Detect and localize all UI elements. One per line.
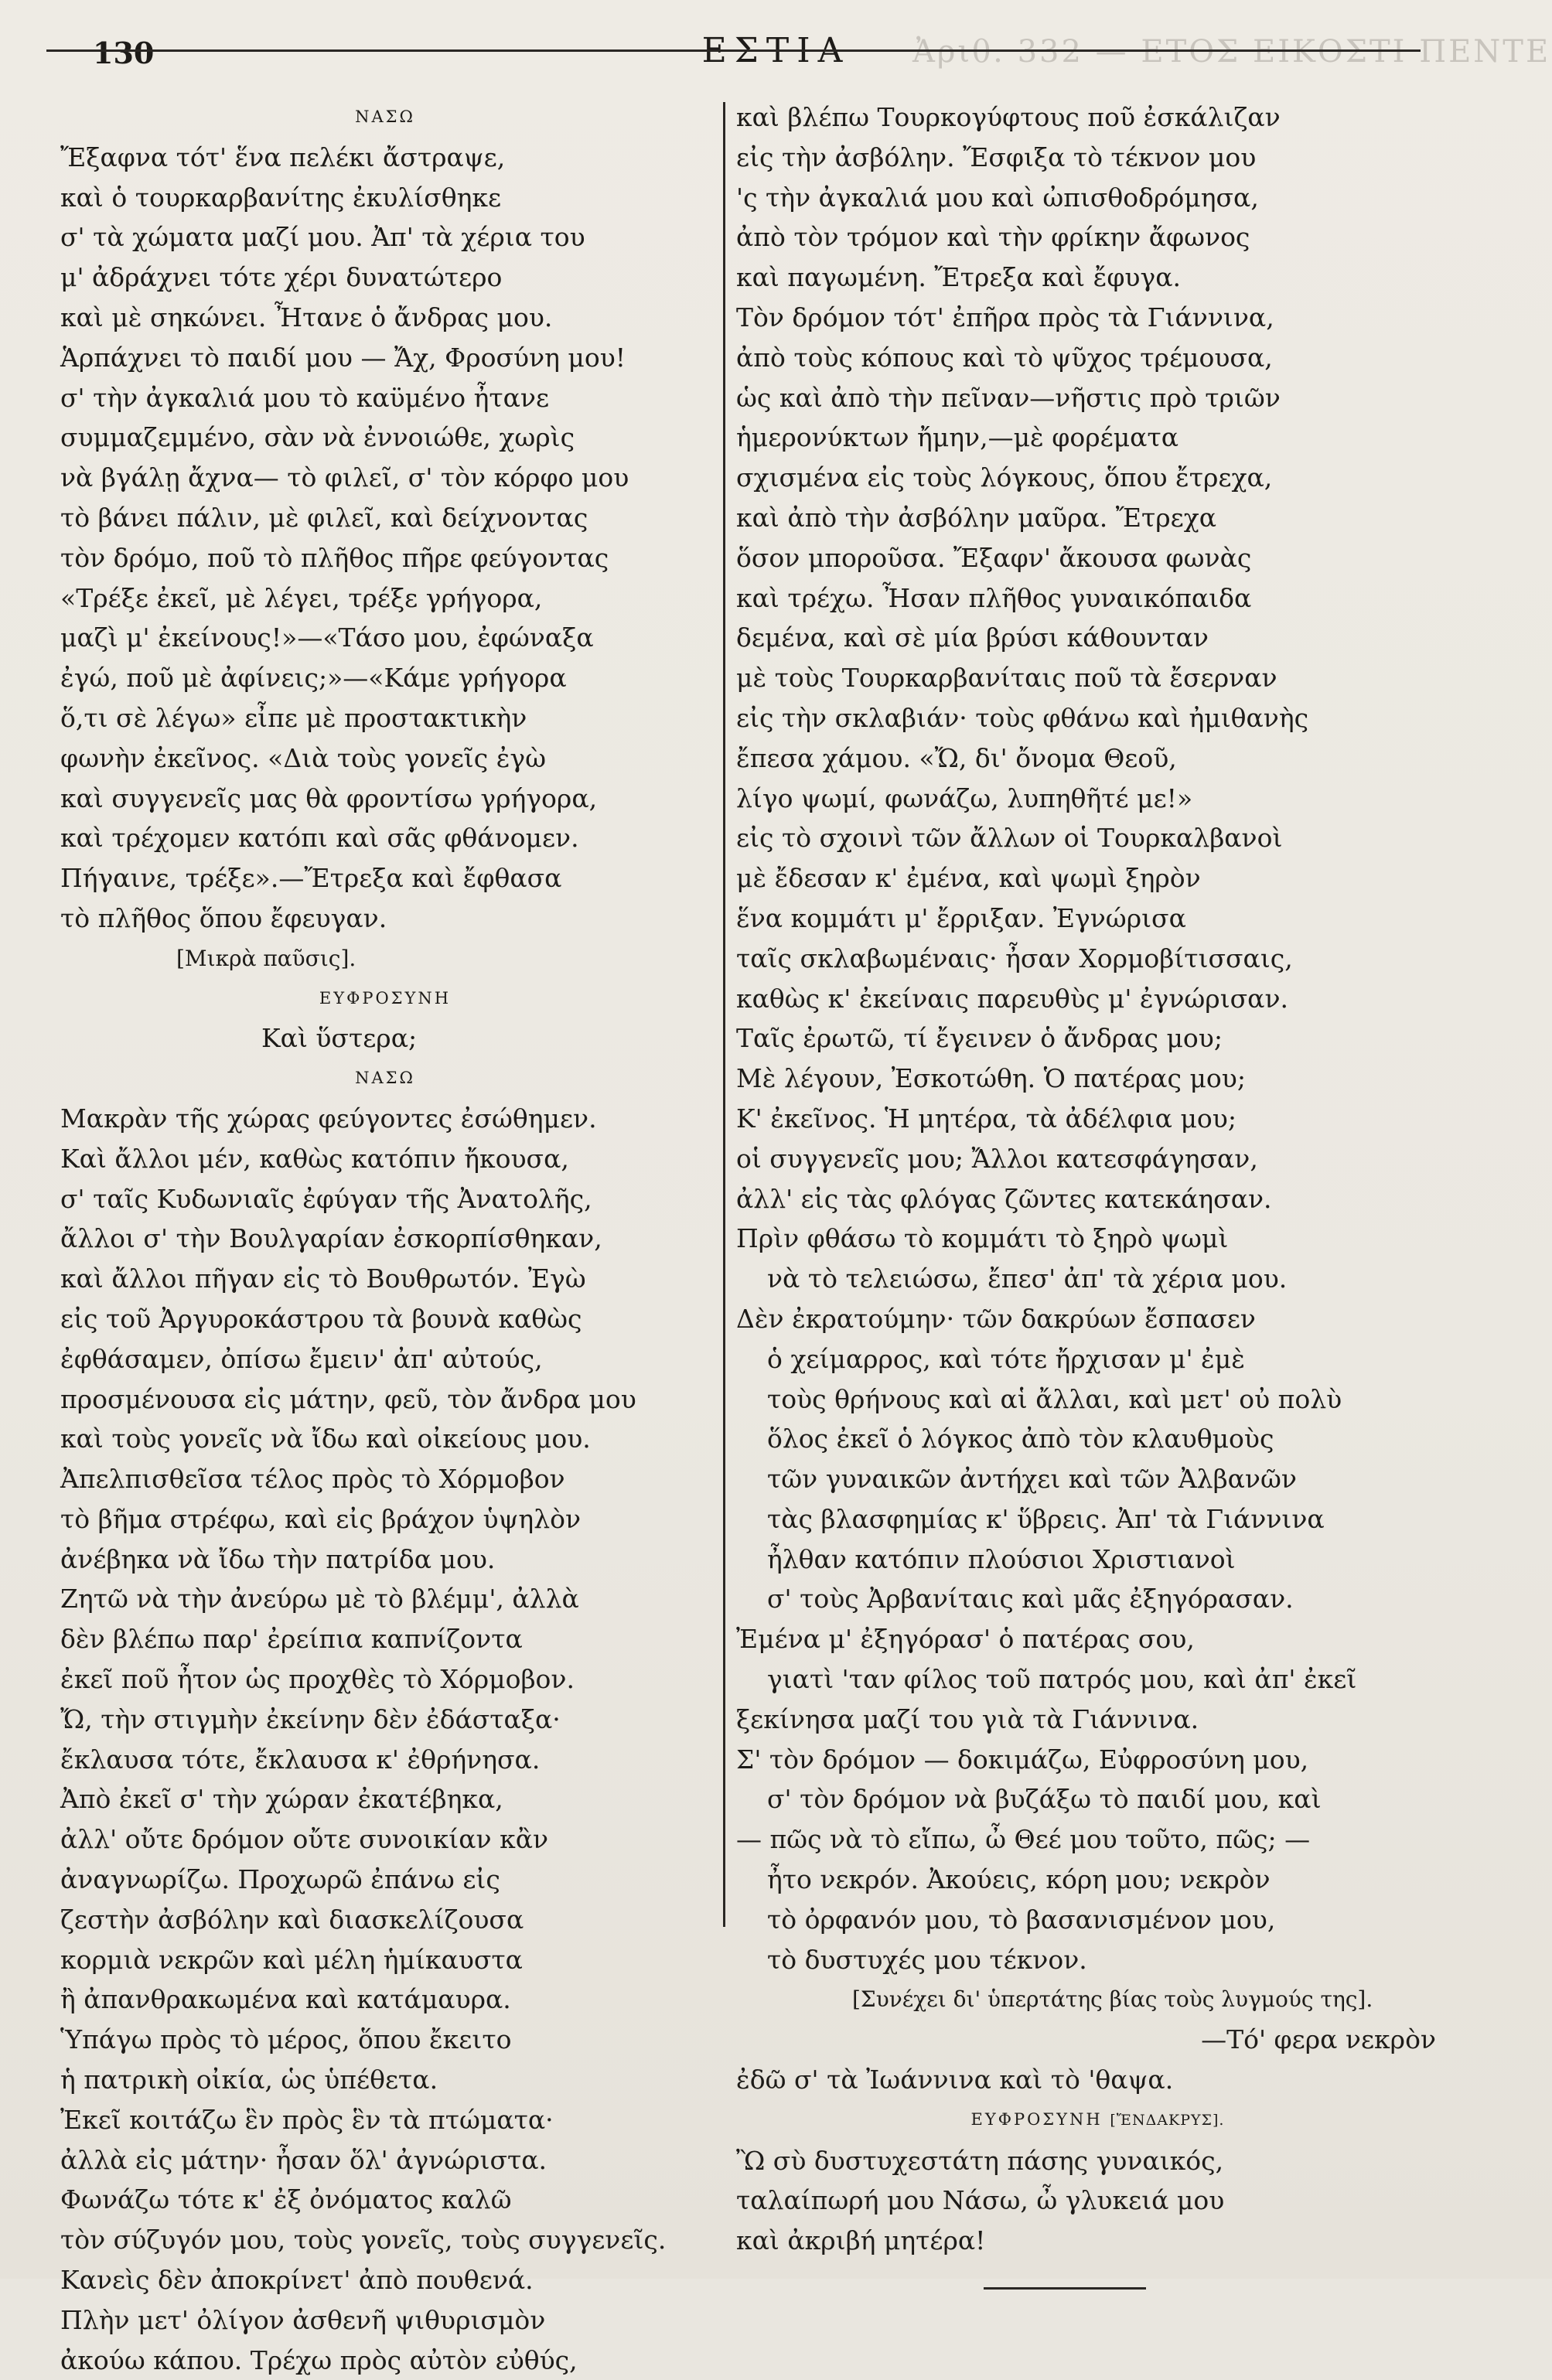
verse-line: εἰς τὸ σχοινὶ τῶν ἄλλων οἱ Τουρκαλβανοὶ xyxy=(736,823,1283,854)
verse-line: κορμιὰ νεκρῶν καὶ μέλη ἡμίκαυστα xyxy=(60,1944,523,1975)
verse-line: μαζὶ μ' ἐκείνους!»—«Τάσο μου, ἐφώναξα xyxy=(60,622,594,653)
verse-line: ἀπὸ τὸν τρόμον καὶ τὴν φρίκην ἄφωνος xyxy=(736,222,1250,253)
verse-line: Πρὶν φθάσω τὸ κομμάτι τὸ ξηρὸ ψωμὶ xyxy=(736,1223,1229,1254)
verse-line: καὶ ἄλλοι πῆγαν εἰς τὸ Βουθρωτόν. Ἐγὼ xyxy=(60,1263,586,1294)
verse-line: ἀλλ' οὔτε δρόμον οὔτε συνοικίαν κἂν xyxy=(60,1824,549,1855)
verse-line: ἦτο νεκρόν. Ἀκούεις, κόρη μου; νεκρὸν xyxy=(767,1864,1271,1895)
verse-line: Ἀπὸ ἐκεῖ σ' τὴν χώραν ἐκατέβηκα, xyxy=(60,1784,503,1815)
verse-line: εἰς τὴν σκλαβιάν· τοὺς φθάνω καὶ ἠμιθανὴς xyxy=(736,702,1309,733)
verse-line: ὡς καὶ ἀπὸ τὴν πεῖναν—νῆστις πρὸ τριῶν xyxy=(736,382,1281,413)
verse-line: Δὲν ἐκρατούμην· τῶν δακρύων ἔσπασεν xyxy=(736,1303,1256,1334)
verse-line: τὸ βάνει πάλιν, μὲ φιλεῖ, καὶ δείχνοντας xyxy=(60,502,588,533)
verse-line: σ' τοὺς Ἀρβανίταις καὶ μᾶς ἐξηγόρασαν. xyxy=(767,1584,1294,1615)
verse-line: Κανεὶς δὲν ἀποκρίνετ' ἀπὸ πουθενά. xyxy=(60,2265,534,2296)
verse-line: νὰ βγάλῃ ἄχνα— τὸ φιλεῖ, σ' τὸν κόρφο μου xyxy=(60,462,629,493)
speaker-label: ΕΥΦΡΟΣΥΝΗ xyxy=(319,988,452,1008)
verse-line: καὶ ἀπὸ τὴν ἀσβόλην μαῦρα. Ἔτρεχα xyxy=(736,502,1217,533)
verse-line: καὶ παγωμένη. Ἔτρεξα καὶ ἔφυγα. xyxy=(736,262,1181,293)
verse-line: ὁ χείμαρρος, καὶ τότε ἤρχισαν μ' ἐμὲ xyxy=(767,1343,1245,1374)
verse-line: Σ' τὸν δρόμον — δοκιμάζω, Εὐφροσύνη μου, xyxy=(736,1744,1309,1775)
verse-line: μὲ τοὺς Τουρκαρβανίταις ποῦ τὰ ἔσερναν xyxy=(736,663,1277,694)
verse-line: ἐγώ, ποῦ μὲ ἀφίνεις;»—«Κάμε γρήγορα xyxy=(60,663,567,694)
verse-line: Ζητῶ νὰ τὴν ἀνεύρω μὲ τὸ βλέμμ', ἀλλὰ xyxy=(60,1584,579,1615)
verse-line: προσμένουσα εἰς μάτην, φεῦ, τὸν ἄνδρα μου xyxy=(60,1383,636,1414)
verse-line: καὶ τοὺς γονεῖς νὰ ἴδω καὶ οἰκείους μου. xyxy=(60,1424,591,1454)
verse-line: Καὶ ἄλλοι μέν, καθὼς κατόπιν ἤκουσα, xyxy=(60,1143,569,1174)
verse-line: τὸ ὀρφανόν μου, τὸ βασανισμένον μου, xyxy=(767,1904,1276,1935)
verse-line: δεμένα, καὶ σὲ μία βρύσι κάθουνταν xyxy=(736,622,1209,653)
verse-line: 'ς τὴν ἀγκαλιά μου καὶ ὠπισθοδρόμησα, xyxy=(736,182,1259,213)
speaker-name xyxy=(60,97,710,138)
verse-line: ἀνέβηκα νὰ ἴδω τὴν πατρίδα μου. xyxy=(60,1543,496,1574)
verse-line: Ἀπελπισθεῖσα τέλος πρὸς τὸ Χόρμοβον xyxy=(60,1464,565,1495)
verse-line: Ἁρπάχνει τὸ παιδί μου — Ἄχ, Φροσύνη μου! xyxy=(60,342,626,373)
verse-line: εἰς τὴν ἀσβόλην. Ἔσφιξα τὸ τέκνον μου xyxy=(736,142,1257,172)
verse-line: ἀλλὰ εἰς μάτην· ἦσαν ὅλ' ἀγνώριστα. xyxy=(60,2144,547,2175)
verse-line: ἀκούω κάπου. Τρέχω πρὸς αὐτὸν εὐθύς, xyxy=(60,2344,578,2375)
verse-line: καὶ ἀκριβή μητέρα! xyxy=(736,2225,986,2256)
verse-line: μὲ ἔδεσαν κ' ἐμένα, καὶ ψωμὶ ξηρὸν xyxy=(736,863,1201,894)
verse-line: ἐκεῖ ποῦ ἦτον ὡς προχθὲς τὸ Χόρμοβον. xyxy=(60,1664,575,1695)
verse-line: Ἐμένα μ' ἐξηγόρασ' ὁ πατέρας σου, xyxy=(736,1624,1195,1655)
speaker-label: ΝΑΣΩ xyxy=(355,107,415,126)
verse-line: Ὑπάγω πρὸς τὸ μέρος, ὅπου ἔκειτο xyxy=(60,2024,512,2055)
verse-line: ἐφθάσαμεν, ὀπίσω ἔμειν' ἀπ' αὐτούς, xyxy=(60,1343,543,1374)
verse-line: ἡμερονύκτων ἤμην,—μὲ φορέματα xyxy=(736,422,1178,453)
column-divider xyxy=(723,102,725,1927)
verse-line: καὶ μὲ σηκώνει. Ἦτανε ὁ ἄνδρας μου. xyxy=(60,302,553,332)
stage-direction: [ἜΝΔΑΚΡΥΣ]. xyxy=(1110,2111,1225,2129)
verse-line: φωνὴν ἐκεῖνος. «Διὰ τοὺς γονεῖς ἐγὼ xyxy=(60,742,547,773)
verse-line: ἕνα κομμάτι μ' ἔρριξαν. Ἐγνώρισα xyxy=(736,902,1186,933)
verse-line: δὲν βλέπω παρ' ἐρείπια καπνίζοντα xyxy=(60,1624,523,1655)
verse-line: Ἐκεῖ κοιτάζω ἓν πρὸς ἓν τὰ πτώματα· xyxy=(60,2104,554,2135)
verse-line: σ' τὸν δρόμον νὰ βυζάξω τὸ παιδί μου, καὶ xyxy=(767,1784,1322,1815)
right-column xyxy=(736,97,1459,2290)
header-rule xyxy=(46,49,1421,52)
verse-line: τὰς βλασφημίας κ' ὕβρεις. Ἀπ' τὰ Γιάννινα xyxy=(767,1503,1325,1534)
verse-line: Μὲ λέγουν, Ἐσκοτώθη. Ὁ πατέρας μου; xyxy=(736,1063,1246,1094)
verse-line: καὶ ὁ τουρκαρβανίτης ἐκυλίσθηκε xyxy=(60,182,502,213)
verse-line: Πήγαινε, τρέξε».—Ἔτρεξα καὶ ἔφθασα xyxy=(60,863,562,894)
verse-line: τὸν σύζυγόν μου, τοὺς γονεῖς, τοὺς συγγενεῖς. xyxy=(60,2225,667,2256)
verse-line: Ὤ, τὴν στιγμὴν ἐκείνην δὲν ἐδάσταξα· xyxy=(60,1703,561,1734)
verse-line: σ' ταῖς Κυδωνιαῖς ἐφύγαν τῆς Ἀνατολῆς, xyxy=(60,1183,592,1214)
verse-line: καὶ τρέχομεν κατόπι καὶ σᾶς φθάνομεν. xyxy=(60,823,579,854)
stage-direction: [Συνέχει δι' ὑπερτάτης βίας τοὺς λυγμούς της]. xyxy=(852,1986,1373,2013)
closing-rule xyxy=(984,2287,1146,2290)
verse-line: «Τρέξε ἐκεῖ, μὲ λέγει, τρέξε γρήγορα, xyxy=(60,582,543,613)
verse-line: μ' ἀδράχνει τότε χέρι δυνατώτερο xyxy=(60,262,503,293)
verse-line: τοὺς θρήνους καὶ αἱ ἄλλαι, καὶ μετ' οὐ πολὺ xyxy=(767,1383,1342,1414)
verse-line: ὅ,τι σὲ λέγω» εἶπε μὲ προστακτικὴν xyxy=(60,702,527,733)
verse-line: ἡ πατρικὴ οἰκία, ὡς ὑπέθετα. xyxy=(60,2065,438,2095)
verse-line: ξεκίνησα μαζί του γιὰ τὰ Γιάννινα. xyxy=(736,1703,1199,1734)
verse-line: τὸν δρόμο, ποῦ τὸ πλῆθος πῆρε φεύγοντας xyxy=(60,542,609,573)
verse-line: γιατὶ 'ταν φίλος τοῦ πατρός μου, καὶ ἀπ' ἐκεῖ xyxy=(767,1664,1357,1695)
stage-direction: [Μικρὰ παῦσις]. xyxy=(176,945,356,971)
verse-line: Φωνάζω τότε κ' ἐξ ὀνόματος καλῶ xyxy=(60,2184,512,2215)
verse-line: ζεστὴν ἀσβόλην καὶ διασκελίζουσα xyxy=(60,1904,524,1935)
verse-line: ἔκλαυσα τότε, ἔκλαυσα κ' ἐθρήνησα. xyxy=(60,1744,541,1775)
verse-line: Κ' ἐκεῖνος. Ἡ μητέρα, τὰ ἀδέλφια μου; xyxy=(736,1103,1236,1134)
speaker-name xyxy=(60,979,710,1019)
left-column xyxy=(60,97,710,2380)
verse-line: συμμαζεμμένο, σὰν νὰ ἐννοιώθε, χωρὶς xyxy=(60,422,575,453)
verse-line: καὶ τρέχω. Ἦσαν πλῆθος γυναικόπαιδα xyxy=(736,582,1252,613)
verse-line: ἀλλ' εἰς τὰς φλόγας ζῶντες κατεκάησαν. xyxy=(736,1183,1272,1214)
page-number: 130 xyxy=(93,36,155,70)
verse-line: τῶν γυναικῶν ἀντήχει καὶ τῶν Ἀλβανῶν xyxy=(767,1464,1297,1495)
verse-line: οἱ συγγενεῖς μου; Ἄλλοι κατεσφάγησαν, xyxy=(736,1143,1258,1174)
verse-line: σχισμένα εἰς τοὺς λόγκους, ὅπου ἔτρεχα, xyxy=(736,462,1273,493)
verse-line: Ταῖς ἐρωτῶ, τί ἔγεινεν ὁ ἄνδρας μου; xyxy=(736,1023,1223,1054)
verse-line: ἢ ἀπανθρακωμένα καὶ κατάμαυρα. xyxy=(60,1984,511,2015)
verse-line: ὅσον μποροῦσα. Ἔξαφν' ἄκουσα φωνὰς xyxy=(736,542,1252,573)
verse-line: σ' τὴν ἀγκαλιά μου τὸ καϋμένο ἦτανε xyxy=(60,382,550,413)
verse-line: ταῖς σκλαβωμέναις· ἦσαν Χορμοβίτισσαις, xyxy=(736,943,1293,973)
speaker-name xyxy=(60,1059,710,1099)
verse-line: εἰς τοῦ Ἀργυροκάστρου τὰ βουνὰ καθὼς xyxy=(60,1303,582,1334)
verse-line: τὸ βῆμα στρέφω, καὶ εἰς βράχον ὑψηλὸν xyxy=(60,1503,582,1534)
speaker-label: ΝΑΣΩ xyxy=(355,1069,415,1088)
verse-line: Ἔξαφνα τότ' ἕνα πελέκι ἄστραψε, xyxy=(60,142,506,172)
verse-line: Πλὴν μετ' ὀλίγον ἀσθενῆ ψιθυρισμὸν xyxy=(60,2304,546,2335)
verse-line: ὅλος ἐκεῖ ὁ λόγκος ἀπὸ τὸν κλαυθμοὺς xyxy=(767,1424,1274,1454)
verse-line: λίγο ψωμί, φωνάζω, λυπηθῆτέ με!» xyxy=(736,783,1193,813)
verse-line: καθὼς κ' ἐκείναις παρευθὺς μ' ἐγνώρισαν. xyxy=(736,983,1289,1014)
speaker-name xyxy=(736,2100,1459,2141)
journal-title: ΕΣΤΙΑ xyxy=(701,31,851,70)
page-header xyxy=(46,29,1551,80)
verse-line: σ' τὰ χώματα μαζί μου. Ἀπ' τὰ χέρια του xyxy=(60,222,585,253)
bleed-through-text: Ἀριθ. 332 — ΕΤΟΣ ΕΙΚΟΣΤΙ ΠΕΝΤΕ xyxy=(912,34,1551,70)
verse-line: ἐδῶ σ' τὰ Ἰωάννινα καὶ τὸ 'θαψα. xyxy=(736,2065,1174,2095)
verse-line: νὰ τὸ τελειώσω, ἔπεσ' ἀπ' τὰ χέρια μου. xyxy=(767,1263,1288,1294)
verse-line: ἔπεσα χάμου. «Ὤ, δι' ὄνομα Θεοῦ, xyxy=(736,742,1177,773)
verse-line: Τὸν δρόμον τότ' ἐπῆρα πρὸς τὰ Γιάννινα, xyxy=(736,302,1274,332)
verse-line: Καὶ ὕστερα; xyxy=(261,1023,418,1054)
verse-line: Μακρὰν τῆς χώρας φεύγοντες ἐσώθημεν. xyxy=(60,1103,597,1134)
verse-line: ταλαίπωρή μου Νάσω, ὦ γλυκειά μου xyxy=(736,2185,1225,2216)
verse-line: ἀπὸ τοὺς κόπους καὶ τὸ ψῦχος τρέμουσα, xyxy=(736,342,1273,373)
verse-line: καὶ συγγενεῖς μας θὰ φροντίσω γρήγορα, xyxy=(60,783,598,813)
verse-line: —Τό' φερα νεκρὸν xyxy=(1201,2024,1436,2055)
verse-line: ἦλθαν κατόπιν πλούσιοι Χριστιανοὶ xyxy=(767,1543,1236,1574)
verse-line: — πῶς νὰ τὸ εἴπω, ὦ Θεέ μου τοῦτο, πῶς; — xyxy=(736,1824,1311,1855)
verse-line: καὶ βλέπω Τουρκογύφτους ποῦ ἐσκάλιζαν xyxy=(736,102,1281,132)
verse-line: ἄλλοι σ' τὴν Βουλγαρίαν ἐσκορπίσθηκαν, xyxy=(60,1223,602,1254)
verse-line: Ὢ σὺ δυστυχεστάτη πάσης γυναικός, xyxy=(736,2145,1224,2176)
verse-line: τὸ πλῆθος ὅπου ἔφευγαν. xyxy=(60,902,387,933)
verse-line: τὸ δυστυχές μου τέκνον. xyxy=(767,1944,1087,1975)
verse-line: ἀναγνωρίζω. Προχωρῶ ἐπάνω εἰς xyxy=(60,1864,500,1895)
speaker-label: ΕΥΦΡΟΣΥΝΗ xyxy=(970,2109,1103,2129)
